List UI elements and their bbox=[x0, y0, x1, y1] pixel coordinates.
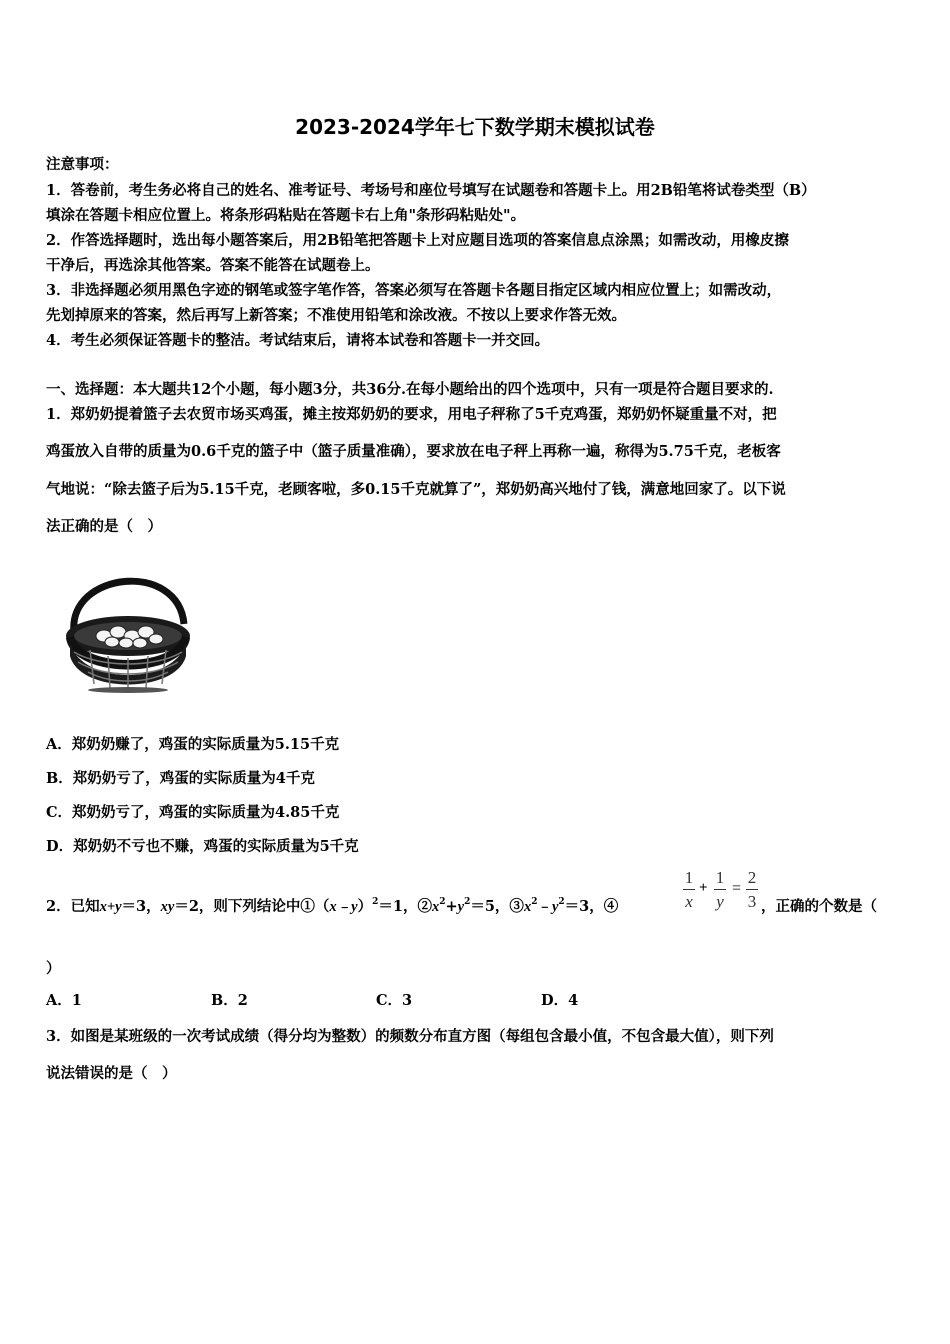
question-text-line: 说法错误的是（ ） bbox=[46, 1065, 177, 1082]
plus-sign: + bbox=[699, 880, 708, 896]
notice-line: 干净后，再选涂其他答案。答案不能答在试题卷上。 bbox=[46, 257, 380, 274]
question-text-line: 3．如图是某班级的一次考试成绩（得分均为整数）的频数分布直方图（每组包含最小值，不包含最大值），则下列 bbox=[46, 1028, 774, 1045]
fraction-one-over-y: 1 y bbox=[715, 868, 725, 911]
question-text-close: ） bbox=[46, 960, 61, 977]
question-text-line: 2．已知x+y＝3，xy＝2，则下列结论中①（x﹣y）$^2$＝1，$②x^2+y^2=5$，$③x^2﹣y^2=3$，④ bbox=[46, 897, 619, 915]
page-title: 2023-2024学年七下数学期末模拟试卷 bbox=[295, 115, 655, 139]
option-b: B．郑奶奶亏了，鸡蛋的实际质量为4千克 bbox=[46, 770, 315, 787]
option-c: C．郑奶奶亏了，鸡蛋的实际质量为4.85千克 bbox=[46, 804, 340, 821]
question-text-suffix: ，正确的个数是（ bbox=[761, 898, 877, 915]
equals-sign: = bbox=[732, 880, 742, 897]
question-text-line: 法正确的是（ ） bbox=[46, 518, 162, 535]
option-a: A．郑奶奶赚了，鸡蛋的实际质量为5.15千克 bbox=[46, 736, 340, 753]
notice-line: 填涂在答题卡相应位置上。将条形码粘贴在答题卡右上角"条形码粘贴处"。 bbox=[46, 207, 526, 224]
egg-basket-image bbox=[60, 552, 196, 694]
notice-line: 3．非选择题必须用黑色字迹的钢笔或签字笔作答，答案必须写在答题卡各题目指定区域内相应位置上；如需改动， bbox=[46, 282, 782, 299]
option-a: A．1 bbox=[46, 992, 82, 1009]
option-c: C．3 bbox=[376, 992, 413, 1009]
question-text-line: 1．郑奶奶提着篮子去农贸市场买鸡蛋，摊主按郑奶奶的要求，用电子秤称了5千克鸡蛋，郑奶奶怀疑重量不对，把 bbox=[46, 406, 777, 423]
option-b: B．2 bbox=[211, 992, 248, 1009]
section-heading: 一、选择题：本大题共12个小题，每小题3分，共36分.在每小题给出的四个选项中，只有一项是符合题目要求的. bbox=[46, 381, 774, 398]
notice-line: 4．考生必须保证答题卡的整洁。考试结束后，请将本试卷和答题卡一并交回。 bbox=[46, 332, 550, 349]
notice-line: 1．答卷前，考生务必将自己的姓名、准考证号、考场号和座位号填写在试题卷和答题卡上。用2B铅笔将试卷类型（B） bbox=[46, 182, 816, 199]
notice-line: 先划掉原来的答案，然后再写上新答案；不准使用铅笔和涂改液。不按以上要求作答无效。 bbox=[46, 307, 626, 324]
question-text-line: 气地说：“除去篮子后为5.15千克，老顾客啦，多0.15千克就算了”，郑奶奶高兴地付了钱，满意地回家了。以下说 bbox=[46, 481, 786, 498]
option-d: D．4 bbox=[541, 992, 579, 1009]
question-text-line: 鸡蛋放入自带的质量为0.6千克的篮子中（篮子质量准确），要求放在电子秤上再称一遍，称得为5.75千克，老板客 bbox=[46, 443, 781, 460]
option-d: D．郑奶奶不亏也不赚，鸡蛋的实际质量为5千克 bbox=[46, 838, 359, 855]
fraction-one-over-x: 1 x bbox=[684, 868, 694, 911]
fraction-two-thirds: 2 3 bbox=[747, 868, 757, 911]
notice-line: 2．作答选择题时，选出每小题答案后，用2B铅笔把答题卡上对应题目选项的答案信息点涂黑；如需改动，用橡皮擦 bbox=[46, 232, 789, 249]
notice-heading: 注意事项： bbox=[46, 156, 119, 173]
